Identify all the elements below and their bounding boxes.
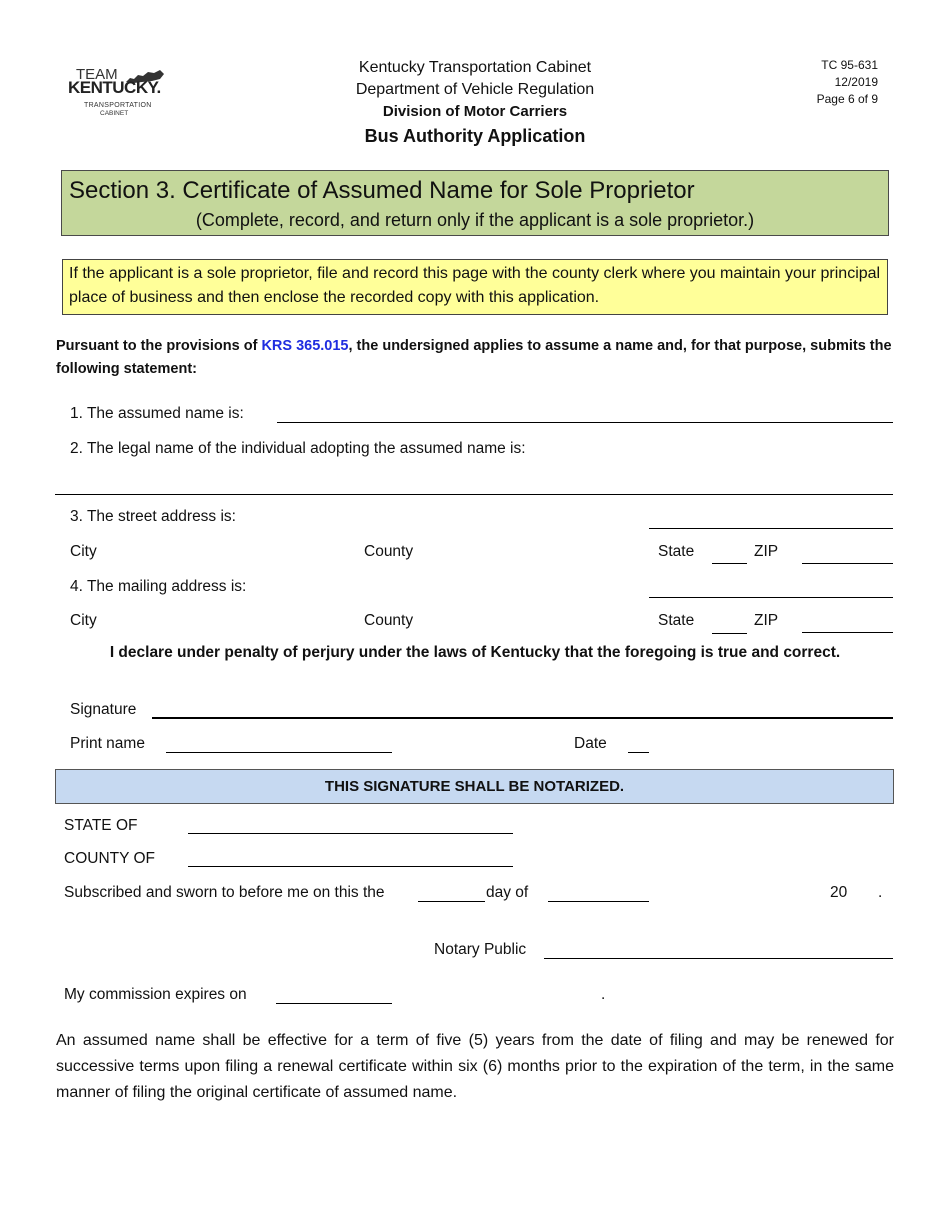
mailing-state-field[interactable] bbox=[712, 633, 747, 634]
mailing-zip-field[interactable] bbox=[802, 632, 893, 633]
sworn-day-field[interactable] bbox=[418, 901, 485, 902]
street-state-field[interactable] bbox=[712, 563, 747, 564]
state-of-field[interactable] bbox=[188, 833, 513, 834]
logo-subtitle-1: TRANSPORTATION bbox=[84, 102, 152, 109]
team-kentucky-logo bbox=[64, 66, 168, 124]
mailing-zip-label: ZIP bbox=[754, 612, 779, 629]
header-department: Department of Vehicle Regulation bbox=[355, 81, 595, 98]
form-info bbox=[817, 57, 878, 108]
street-county-label: County bbox=[364, 543, 414, 560]
mailing-address-field[interactable] bbox=[649, 597, 893, 598]
print-name-label: Print name bbox=[70, 735, 145, 752]
street-zip-label: ZIP bbox=[754, 543, 779, 560]
pursuant-statement bbox=[56, 335, 896, 381]
sworn-label: Subscribed and sworn to before me on this the bbox=[64, 884, 385, 901]
item-1-label: 1. The assumed name is: bbox=[70, 405, 244, 422]
logo-subtitle-2: CABINET bbox=[100, 110, 129, 117]
term-notice: An assumed name shall be effective for a term of five (5) years from the date of filing and may be renewed for successive terms upon filing a renewal certificate within six (6) months prior to the expiration of the term, in the same manner of filing the original certificate of assumed name. bbox=[56, 1032, 894, 1101]
item-3-label: 3. The street address is: bbox=[70, 508, 236, 525]
year-prefix: 20 bbox=[830, 884, 848, 901]
section-subtitle: (Complete, record, and return only if the applicant is a sole proprietor.) bbox=[195, 210, 755, 230]
mailing-city-label: City bbox=[70, 612, 97, 629]
section-title: Section 3. Certificate of Assumed Name for Sole Proprietor bbox=[69, 177, 695, 204]
assumed-name-field[interactable] bbox=[277, 422, 893, 423]
logo-kentucky-text: KENTUCKY. bbox=[68, 78, 161, 97]
county-of-label: COUNTY OF bbox=[64, 850, 155, 867]
sworn-month-field[interactable] bbox=[548, 901, 649, 902]
street-zip-field[interactable] bbox=[802, 563, 893, 564]
filing-notice: If the applicant is a sole proprietor, file and record this page with the county clerk where you maintain your principal place of business and then enclose the recorded copy with this application. bbox=[62, 259, 888, 315]
perjury-declaration: I declare under penalty of perjury under the laws of Kentucky that the foregoing is true and correct. bbox=[109, 644, 841, 661]
date-field[interactable] bbox=[628, 752, 649, 753]
year-period: . bbox=[878, 884, 883, 901]
street-address-field[interactable] bbox=[649, 528, 893, 529]
pursuant-before: Pursuant to the provisions of bbox=[56, 338, 262, 354]
print-name-field[interactable] bbox=[166, 752, 392, 753]
street-state-label: State bbox=[658, 543, 695, 560]
document-header bbox=[250, 57, 700, 147]
county-of-field[interactable] bbox=[188, 866, 513, 867]
legal-name-field[interactable] bbox=[55, 494, 893, 495]
notary-banner: THIS SIGNATURE SHALL BE NOTARIZED. bbox=[55, 769, 894, 804]
page-number: Page 6 of 9 bbox=[816, 92, 878, 106]
item-2-label: 2. The legal name of the individual adopting the assumed name is: bbox=[70, 440, 526, 457]
notary-public-label: Notary Public bbox=[434, 941, 527, 958]
state-of-label: STATE OF bbox=[64, 817, 138, 834]
commission-field[interactable] bbox=[276, 1003, 392, 1004]
section-title-box bbox=[61, 170, 889, 236]
street-city-label: City bbox=[70, 543, 97, 560]
commission-period: . bbox=[601, 986, 606, 1003]
date-label: Date bbox=[574, 735, 607, 752]
mailing-state-label: State bbox=[658, 612, 695, 629]
item-4-label: 4. The mailing address is: bbox=[70, 578, 247, 595]
notary-public-field[interactable] bbox=[544, 958, 893, 959]
krs-link[interactable]: KRS 365.015 bbox=[261, 338, 349, 354]
form-number: TC 95-631 bbox=[821, 58, 878, 72]
form-date: 12/2019 bbox=[834, 75, 878, 89]
header-title: Bus Authority Application bbox=[364, 126, 586, 146]
signature-field[interactable] bbox=[152, 717, 893, 719]
header-division: Division of Motor Carriers bbox=[382, 103, 568, 120]
header-cabinet: Kentucky Transportation Cabinet bbox=[358, 59, 592, 76]
pursuant-after: , the undersigned applies to assume a name and, for that purpose, submits the following statement: bbox=[56, 338, 892, 377]
logo-team-text: TEAM bbox=[76, 66, 118, 83]
signature-label: Signature bbox=[70, 701, 137, 718]
day-of-label: day of bbox=[486, 884, 529, 901]
mailing-county-label: County bbox=[364, 612, 414, 629]
commission-label: My commission expires on bbox=[64, 986, 247, 1003]
